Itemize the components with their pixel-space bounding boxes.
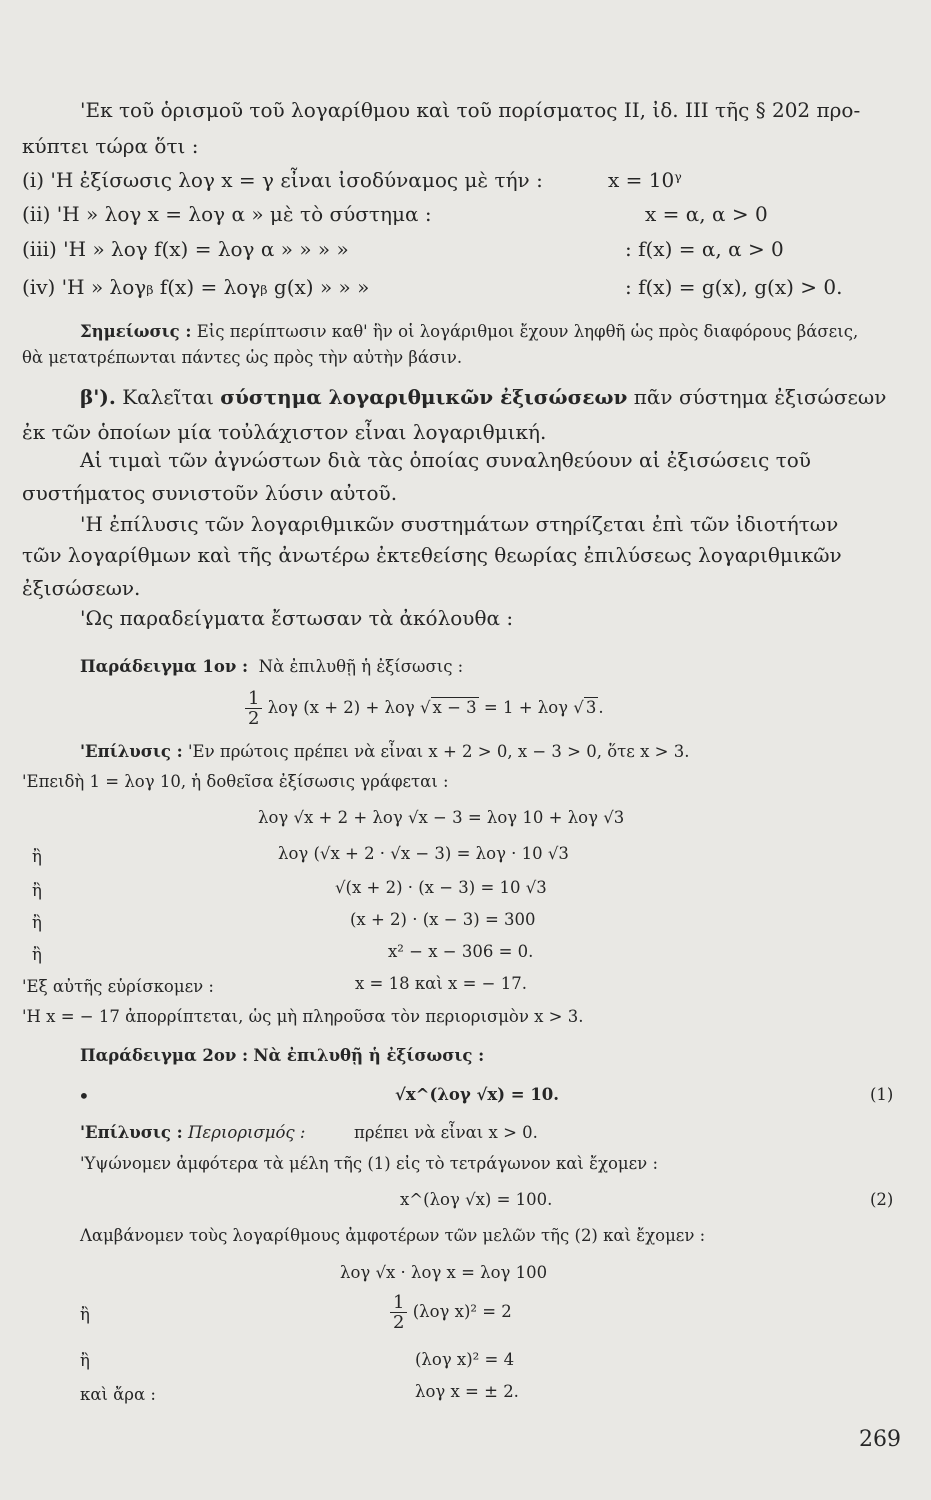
example-1-step-3: √(x + 2) · (x − 3) = 10 √3 [335, 878, 547, 897]
example-1-fraction: $\frac{1}{2}$ [245, 689, 262, 728]
section-text-pre: Καλεῖται [115, 385, 221, 409]
para3-line-1: 'Η ἐπίλυσις τῶν λογαριθμικῶν συστημάτων στηρίζεται ἐπὶ τῶν ἰδιοτήτων [80, 512, 839, 536]
example-2-heading [80, 1044, 484, 1068]
note-line-1 [80, 320, 858, 344]
example-2-step-2: $\frac{1}{2}$ (λογ x)² = 2 [390, 1292, 512, 1332]
case-4-result: : f(x) = g(x), g(x) > 0. [625, 275, 843, 299]
note-line-2: θὰ μετατρέπωνται πάντες ὡς πρὸς τὴν αὐτὴν βάσιν. [22, 348, 463, 367]
case-1-label: (i) 'Η ἐξίσωσις λογ x = γ εἶναι ἰσοδύναμος μὲ τήν : [22, 168, 543, 192]
note-text-1: Εἰς περίπτωσιν καθ' ἣν οἱ λογάριθμοι ἔχουν ληφθῆ ὡς πρὸς διαφόρους βάσεις, [196, 322, 859, 341]
example-2-step-1: λογ √x · λογ x = λογ 100 [340, 1263, 548, 1282]
intro-line-2: κύπτει τώρα ὅτι : [22, 134, 199, 158]
case-4-label: (iv) 'Η » λογᵦ f(x) = λογᵦ g(x) » » » [22, 275, 370, 299]
example-1-found-label: 'Εξ αὐτῆς εὑρίσκομεν : [22, 977, 214, 996]
case-3-label: (iii) 'Η » λογ f(x) = λογ α » » » » [22, 237, 349, 261]
or-6: ἢ [80, 1351, 90, 1370]
section-beta-line-1 [80, 385, 886, 409]
example-2-step-4: λογ x = ± 2. [415, 1382, 519, 1401]
example-1-solution [80, 740, 689, 764]
example-2-take-logs: Λαμβάνομεν τοὺς λογαρίθμους ἀμφοτέρων τῶν μελῶν τῆς (2) καὶ ἔχομεν : [80, 1226, 706, 1245]
or-1: ἢ [32, 847, 42, 866]
example-1-task: Νὰ ἐπιλυθῇ ἡ ἐξίσωσις : [258, 657, 464, 676]
example-2-equation-2: x^(λογ √x) = 100. [400, 1190, 553, 1209]
para4: 'Ως παραδείγματα ἔστωσαν τὰ ἀκόλουθα : [80, 606, 514, 630]
section-term: σύστημα λογαριθμικῶν ἐξισώσεων [220, 385, 628, 409]
case-1-result: x = 10ᵞ [608, 168, 682, 192]
example-2-restriction: Περιορισμός : [188, 1123, 306, 1142]
section-beta-line-2: ἐκ τῶν ὁποίων μία τοὐλάχιστον εἶναι λογαριθμική. [22, 420, 547, 444]
intro-line-1: 'Εκ τοῦ ὁρισμοῦ τοῦ λογαρίθμου καὶ τοῦ πορίσματος ΙΙ, ἰδ. ΙΙΙ τῆς § 202 προ- [80, 98, 861, 122]
bullet: • [78, 1084, 90, 1108]
example-2-title: Παράδειγμα 2ον : [80, 1046, 249, 1065]
case-2-label: (ii) 'Η » λογ x = λογ α » μὲ τὸ σύστημα : [22, 202, 432, 226]
para2-line-1: Αἱ τιμαὶ τῶν ἀγνώστων διὰ τὰς ὁποίας συναληθεύουν αἱ ἐξισώσεις τοῦ [80, 448, 811, 472]
case-2-result: x = α, α > 0 [645, 202, 768, 226]
example-1-equation: $\frac{1}{2}$ λογ (x + 2) + λογ √ x − 3 = 1 + λογ √ 3 . [245, 688, 604, 728]
example-1-solution-text: 'Εν πρώτοις πρέπει νὰ εἶναι x + 2 > 0, x − 3 > 0, ὅτε x > 3. [188, 742, 690, 761]
para3-line-3: ἐξισώσεων. [22, 576, 141, 600]
case-3-result: : f(x) = α, α > 0 [625, 237, 784, 261]
example-1-since: 'Επειδὴ 1 = λογ 10, ἡ δοθεῖσα ἐξίσωσις γράφεται : [22, 772, 449, 791]
example-2-task: Νὰ ἐπιλυθῇ ἡ ἐξίσωσις : [253, 1046, 485, 1065]
example-2-square: 'Υψώνομεν ἀμφότερα τὰ μέλη τῆς (1) εἰς τὸ τετράγωνον καὶ ἔχομεν : [80, 1154, 659, 1173]
or-4: ἢ [32, 945, 42, 964]
or-5: ἢ [80, 1305, 90, 1324]
example-2-restriction-text: πρέπει νὰ εἶναι x > 0. [354, 1123, 538, 1142]
example-1-step-4: (x + 2) · (x − 3) = 300 [350, 910, 536, 929]
example-1-step-1: λογ √x + 2 + λογ √x − 3 = λογ 10 + λογ √3 [258, 808, 625, 827]
example-2-solution-label: 'Επίλυσις : [80, 1123, 183, 1142]
or-3: ἢ [32, 913, 42, 932]
example-2-step-3: (λογ x)² = 4 [415, 1350, 515, 1369]
example-2-solution [80, 1121, 305, 1145]
para3-line-2: τῶν λογαρίθμων καὶ τῆς ἀνωτέρω ἐκτεθείσης θεωρίας ἐπιλύσεως λογαριθμικῶν [22, 543, 842, 567]
page-number: 269 [859, 1427, 901, 1452]
example-1-reject: 'Η x = − 17 ἀπορρίπτεται, ὡς μὴ πληροῦσα τὸν περιορισμὸν x > 3. [22, 1007, 584, 1026]
note-heading: Σημείωσις : [80, 322, 192, 341]
section-text-post: πᾶν σύστημα ἐξισώσεων [627, 385, 887, 409]
example-1-solution-label: 'Επίλυσις : [80, 742, 183, 761]
therefore: καὶ ἄρα : [80, 1385, 156, 1404]
example-2-eq-tag: (1) [870, 1085, 894, 1104]
section-label: β'). [80, 385, 116, 409]
example-1-found-value: x = 18 καὶ x = − 17. [355, 974, 527, 993]
example-1-step-5: x² − x − 306 = 0. [388, 942, 534, 961]
or-2: ἢ [32, 881, 42, 900]
example-2-fraction: $\frac{1}{2}$ [390, 1293, 407, 1332]
example-1-title: Παράδειγμα 1ον : [80, 657, 249, 676]
para2-line-2: συστήματος συνιστοῦν λύσιν αὐτοῦ. [22, 481, 398, 505]
example-2-eq2-tag: (2) [870, 1190, 894, 1209]
example-1-heading [80, 655, 463, 679]
example-2-equation: √x^(λογ √x) = 10. [395, 1085, 560, 1104]
example-1-step-2: λογ (√x + 2 · √x − 3) = λογ · 10 √3 [278, 844, 569, 863]
